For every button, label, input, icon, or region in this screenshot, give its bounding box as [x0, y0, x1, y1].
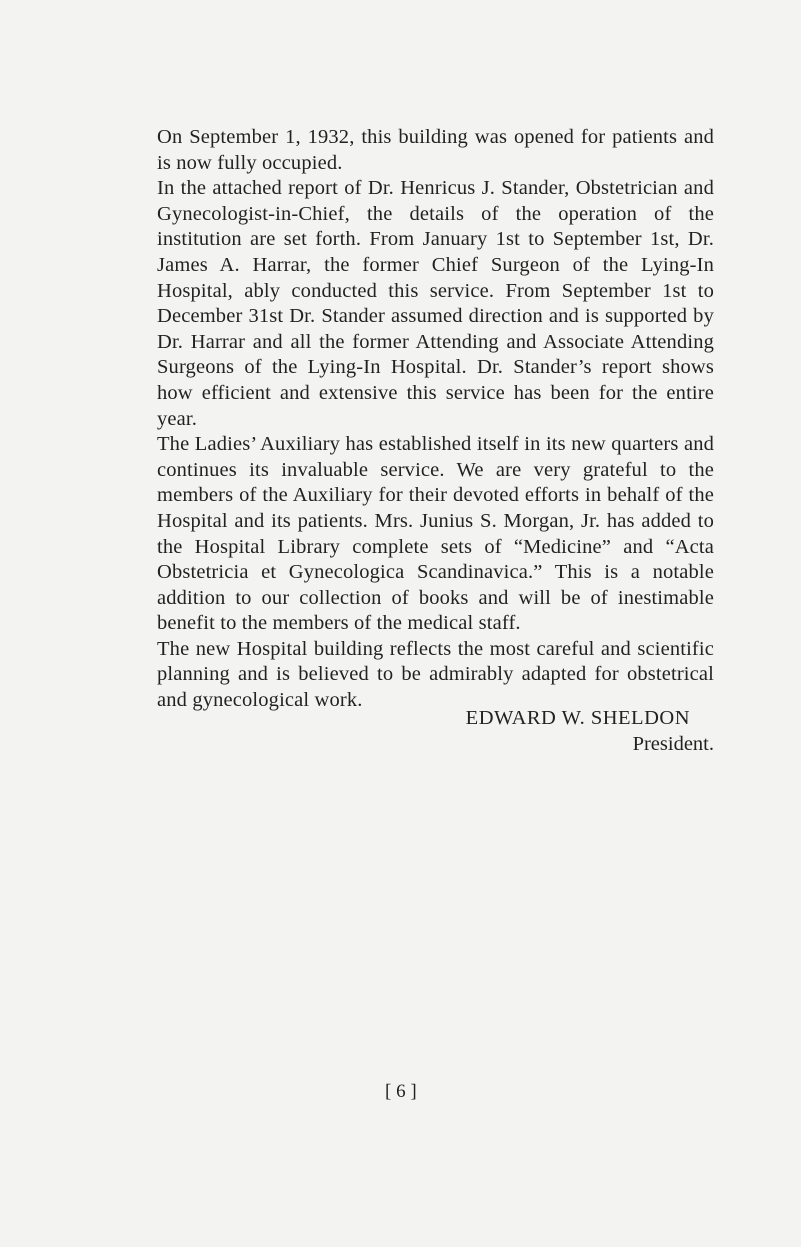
signature-title: President.: [632, 732, 714, 755]
signature-name: EDWARD W. SHELDON: [465, 707, 690, 729]
signature-block: [157, 706, 714, 757]
paragraph-auxiliary: The Ladies’ Auxiliary has established itself in its new quarters and continues its invaluable service. We are very grateful to the members of the Auxiliary for their devoted efforts in behalf of the Hospital and its patients. Mrs. Junius S. Morgan, Jr. has added to the Hospital Library complete sets of “Medicine” and “Acta Obstetricia et Gynecologica Scandinavica.” This is a notable addition to our collection of books and will be of inestimable benefit to the members of the medical staff.: [157, 433, 714, 635]
page-number: [ 6 ]: [385, 1081, 417, 1102]
paragraph-report: In the attached report of Dr. Henricus J. Stander, Obstetrician and Gynecologist-in-Chief, the details of the operation of the institution are set forth. From January 1st to September 1st, Dr. James A. Harrar, the former Chief Surgeon of the Lying-In Hospital, ably conducted this service. From September 1st to December 31st Dr. Stander assumed direction and is supported by Dr. Harrar and all the former Attending and Associate Attending Surgeons of the Lying-In Hospital. Dr. Stander’s report shows how efficient and extensive this service has been for the entire year.: [157, 177, 714, 430]
paragraph-opening: On September 1, 1932, this building was opened for patients and is now fully occupied.: [157, 126, 714, 174]
paragraph-building: The new Hospital building reflects the most careful and scientific planning and is believed to be admirably adapted for obstetrical and gynecological work.: [157, 637, 714, 712]
body-text: [157, 125, 714, 714]
